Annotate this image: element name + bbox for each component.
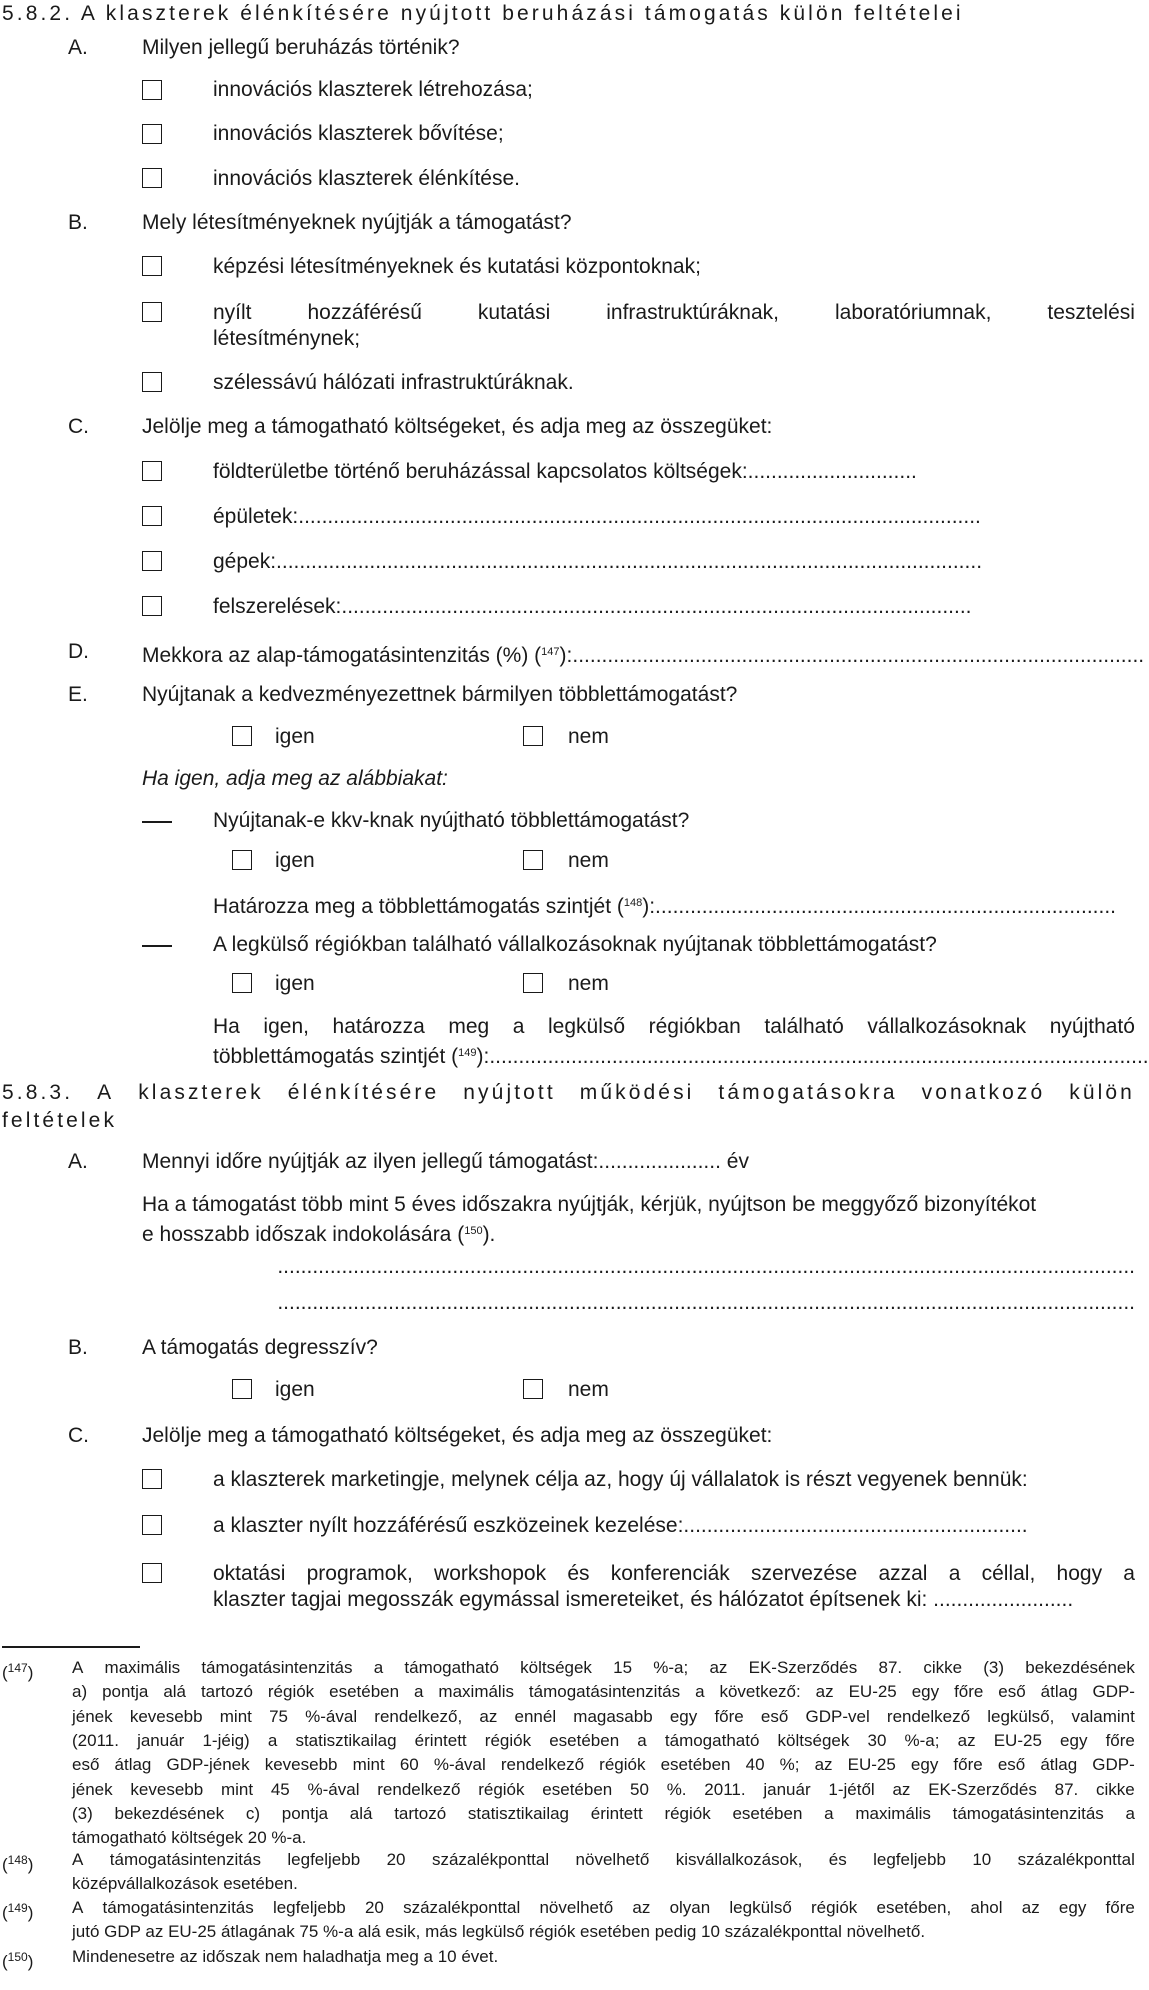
checkbox-klaszter-elenkitese[interactable] — [142, 168, 162, 188]
footnote-line: (3) bekezdésének c) pontja alá tartozó statisztikailag érintett régiók esetében a maximális támogatásintenzitás a — [72, 1803, 1135, 1823]
checkbox-kkv-igen[interactable] — [232, 850, 252, 870]
word: klaszterek — [138, 1081, 264, 1104]
checkbox-degressziv-igen[interactable] — [232, 1379, 252, 1399]
yes-label: igen — [275, 849, 315, 872]
checkbox-kepzesi-letesitmeny[interactable] — [142, 256, 162, 276]
word: oktatási — [213, 1562, 286, 1585]
letter-b: B. — [68, 211, 88, 234]
legkulso-level-text — [213, 1014, 1135, 1040]
footnote-ref-148[interactable]: 148 — [623, 897, 643, 909]
footnote-line: A támogatásintenzitás legfeljebb 20 százalékponttal növelhető az olyan legkülső régiók esetében, ahol az egy főre — [72, 1898, 1135, 1917]
letter-d: D. — [68, 640, 89, 663]
section-heading-5-8-2: 5.8.2. A klaszterek élénkítésére nyújtott beruházási támogatás külön feltételei — [2, 2, 964, 25]
word: tesztelési — [1047, 301, 1135, 324]
cost-label-marketing: a klaszterek marketingje, melynek célja az, hogy új vállalatok is részt vegyenek bennük: — [213, 1468, 1028, 1491]
word: kutatási — [477, 301, 551, 324]
word: a — [948, 1562, 961, 1585]
no-label: nem — [568, 972, 609, 995]
dash-bullet — [142, 945, 172, 947]
letter-e: E. — [68, 683, 88, 706]
letter-a: A. — [68, 1150, 88, 1173]
dash-bullet — [142, 821, 172, 823]
cost-field-oktatas[interactable]: klaszter tagjai megosszák egymással ismereteiket, és hálózatot építsenek ki: ........................ — [213, 1588, 1074, 1611]
word: a — [512, 1015, 525, 1038]
cost-field-foldterulet[interactable]: földterületbe történő beruházással kapcsolatos költségek:............................. — [213, 460, 917, 483]
word: támogatásokra — [718, 1081, 898, 1104]
letter-a: A. — [68, 36, 88, 59]
word: meg — [448, 1015, 490, 1038]
label: többlettámogatás szintjét ( — [213, 1045, 459, 1068]
option-label: innovációs klaszterek bővítése; — [213, 122, 504, 145]
option-label: képzési létesítményeknek és kutatási központoknak; — [213, 255, 701, 278]
option-label: innovációs klaszterek létrehozása; — [213, 78, 533, 101]
question-c: Jelölje meg a támogatható költségeket, és adja meg az összegüket: — [142, 1424, 773, 1447]
kkv-level-field[interactable] — [213, 890, 1135, 920]
question-degressziv: A támogatás degresszív? — [142, 1336, 378, 1359]
word: élénkítésére — [287, 1081, 440, 1104]
option-label: szélessávú hálózati infrastruktúráknak. — [213, 371, 574, 394]
footnote-line: középvállalkozások esetében. — [72, 1874, 298, 1894]
word: igen, — [263, 1015, 309, 1038]
word: laboratóriumnak, — [834, 301, 992, 324]
dots: ):............................................................................... — [642, 895, 1116, 918]
dots: ):.................................................................................................. — [559, 644, 1145, 667]
word: konferenciák — [610, 1562, 730, 1585]
word: vonatkozó — [921, 1081, 1046, 1104]
yes-label: igen — [275, 972, 315, 995]
cost-field-felszerelesek[interactable]: felszerelések:............................................................................................................ — [213, 595, 972, 618]
word: hogy — [1056, 1562, 1103, 1585]
word: található — [764, 1015, 844, 1038]
para-line — [142, 1218, 495, 1248]
word: programok, — [306, 1562, 413, 1585]
checkbox-szelessavu-halozat[interactable] — [142, 372, 162, 392]
dots: ):................................................................................................................. — [476, 1045, 1149, 1068]
no-label: nem — [568, 725, 609, 748]
checkbox-klaszter-letrehozasa[interactable] — [142, 80, 162, 100]
option-label-cont: létesítménynek; — [213, 327, 361, 350]
cost-label-oktatas — [213, 1561, 1135, 1587]
checkbox-nyilt-infrastruktura[interactable] — [142, 302, 162, 322]
footnote-ref-150[interactable]: 150 — [464, 1225, 483, 1237]
letter-c: C. — [68, 1424, 89, 1447]
section-heading-5-8-3 — [2, 1080, 1135, 1106]
question-b: Mely létesítményeknek nyújtják a támogatást? — [142, 211, 572, 234]
checkbox-marketing[interactable] — [142, 1469, 162, 1489]
label: Határozza meg a többlettámogatás szintjét ( — [213, 895, 624, 918]
word: 5.8.3. — [2, 1081, 74, 1104]
footnote-line: Mindenesetre az időszak nem haladhatja meg a 10 évet. — [72, 1947, 499, 1966]
word: nyílt — [213, 301, 252, 324]
checkbox-e-igen[interactable] — [232, 726, 252, 746]
word: hozzáférésű — [307, 301, 422, 324]
footnote-line: (2011. január 1-jéig) a statisztikailag érintett régiók esetében a támogatható költségek 30 %-a; az EU-25 egy főre — [72, 1730, 1135, 1750]
question-legkulso: A legkülső régiókban található vállalkozásoknak nyújtanak többlettámogatást? — [213, 933, 937, 956]
word: szervezése — [751, 1562, 858, 1585]
duration-field[interactable]: Mennyi időre nyújtják az ilyen jellegű támogatást:..................... év — [142, 1150, 749, 1173]
question-a: Milyen jellegű beruházás történik? — [142, 36, 460, 59]
question-c: Jelölje meg a támogatható költségeket, és adja meg az összegüket: — [142, 415, 773, 438]
footnote-line: jének kevesebb mint 75 %-ával rendelkező, az ennél magasabb egy főre eső GDP-vel rendelkező legkülső, valamint — [72, 1706, 1135, 1726]
footnote-ref-149[interactable]: 149 — [458, 1047, 477, 1059]
word: workshopok — [434, 1562, 547, 1585]
section-heading-cont: feltételek — [2, 1109, 118, 1132]
justification-field-2[interactable]: ................................................................................................................................................... — [277, 1291, 1135, 1314]
checkbox-degressziv-nem[interactable] — [523, 1379, 543, 1399]
option-label: innovációs klaszterek élénkítése. — [213, 167, 520, 190]
no-label: nem — [568, 1378, 609, 1401]
footnote-line: a) pontja alá tartozó régiók esetében a maximális támogatásintenzitás a következő: az EU-25 egy főre eső átlag GDP- — [72, 1682, 1135, 1702]
footnote-separator — [2, 1646, 140, 1648]
footnote-ref-147[interactable]: 147 — [541, 646, 560, 658]
option-label-justified — [213, 300, 1135, 326]
label: e hosszabb időszak indokolására ( — [142, 1223, 465, 1246]
word: és — [567, 1562, 590, 1585]
word: működési — [579, 1081, 695, 1104]
yes-label: igen — [275, 1378, 315, 1401]
footnote-line: eső átlag GDP-jének kevesebb mint 60 %-ával rendelkező régiók esetében 40 %; az EU-25 egy főre eső átlag GDP- — [72, 1755, 1135, 1775]
question-e: Nyújtanak a kedvezményezettnek bármilyen többlettámogatást? — [142, 683, 738, 706]
if-yes-note: Ha igen, adja meg az alábbiakat: — [142, 767, 448, 790]
label: Mekkora az alap-támogatásintenzitás (%) ( — [142, 644, 542, 667]
checkbox-kkv-nem[interactable] — [523, 850, 543, 870]
word: infrastruktúráknak, — [606, 301, 779, 324]
word: céllal, — [981, 1562, 1036, 1585]
checkbox-legkulso-nem[interactable] — [523, 973, 543, 993]
intensity-field[interactable] — [142, 639, 1145, 669]
footnote-line: A maximális támogatásintenzitás a támogatható költségek 15 %-a; az EK-Szerződés 87. cikke (3) bekezdésének — [72, 1658, 1135, 1677]
checkbox-epuletek[interactable] — [142, 506, 162, 526]
word: régiókban — [648, 1015, 741, 1038]
punct: ). — [482, 1223, 496, 1246]
word: legkülső — [548, 1015, 626, 1038]
justification-field-1[interactable]: ................................................................................................................................................... — [277, 1255, 1135, 1278]
footnote-number: ($^{147}$) — [2, 1661, 34, 1682]
footnote-number: ($^{150}$) — [2, 1950, 34, 1971]
checkbox-felszerelesek[interactable] — [142, 596, 162, 616]
cost-field-gepek[interactable]: gépek:......................................................................................................................... — [213, 550, 983, 573]
footnote-number: ($^{148}$) — [2, 1853, 34, 1874]
word: Ha — [213, 1015, 240, 1038]
checkbox-e-nem[interactable] — [523, 726, 543, 746]
cost-field-eszkozok[interactable]: a klaszter nyílt hozzáférésű eszközeinek kezelése:........................................................... — [213, 1514, 1028, 1537]
letter-b: B. — [68, 1336, 88, 1359]
footnote-line: jutó GDP az EU-25 átlagának 75 %-a alá esik, más legkülső régiók esetében pedig 10 százalékponttal növelhető. — [72, 1922, 926, 1942]
word: azzal — [878, 1562, 928, 1585]
footnote-line: támogatható költségek 20 %-a. — [72, 1828, 307, 1848]
yes-label: igen — [275, 725, 315, 748]
footnote-line: A támogatásintenzitás legfeljebb 20 százalékponttal növelhető kisvállalkozások, és legfeljebb 10 százalékponttal — [72, 1850, 1135, 1869]
checkbox-foldterulet[interactable] — [142, 461, 162, 481]
checkbox-legkulso-igen[interactable] — [232, 973, 252, 993]
checkbox-oktatasi-programok[interactable] — [142, 1563, 162, 1583]
word: A — [97, 1081, 115, 1104]
word: nyújtható — [1049, 1015, 1135, 1038]
footnote-number: ($^{149}$) — [2, 1901, 34, 1922]
footnote-line: jének kevesebb mint 45 %-ával rendelkező régiók esetében 50 %. 2011. január 1-jétől az EK-Szerződés 87. cikke — [72, 1779, 1135, 1799]
word: külön — [1069, 1081, 1135, 1104]
word: nyújtott — [463, 1081, 556, 1104]
checkbox-gepek[interactable] — [142, 551, 162, 571]
no-label: nem — [568, 849, 609, 872]
question-kkv: Nyújtanak-e kkv-knak nyújtható többlettámogatást? — [213, 809, 690, 832]
para-line: Ha a támogatást több mint 5 éves időszakra nyújtják, kérjük, nyújtson be meggyőző bizonyítékot — [142, 1193, 1037, 1216]
cost-field-epuletek[interactable]: épületek:..................................................................................................................... — [213, 505, 981, 528]
word: a — [1123, 1562, 1135, 1585]
checkbox-klaszter-bovitese[interactable] — [142, 124, 162, 144]
word: vállalkozásoknak — [867, 1015, 1027, 1038]
word: határozza — [332, 1015, 425, 1038]
letter-c: C. — [68, 415, 89, 438]
legkulso-level-field[interactable] — [213, 1040, 1149, 1070]
checkbox-eszkozok-kezelese[interactable] — [142, 1515, 162, 1535]
